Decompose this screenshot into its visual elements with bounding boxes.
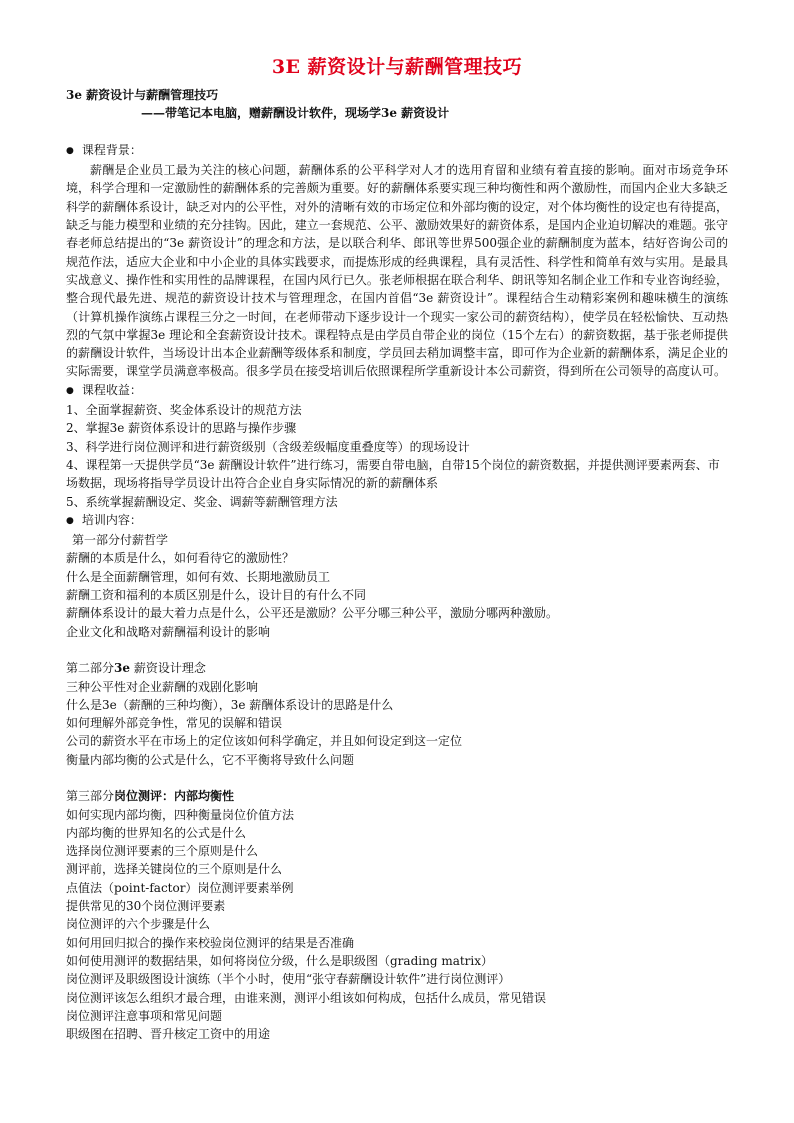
part3-line: 岗位测评及职级图设计演练（半个小时，使用“张守春薪酬设计软件”进行岗位测评） (66, 972, 511, 987)
background-heading (66, 141, 728, 161)
part1-line: 什么是全面薪酬管理，如何有效、长期地激励员工 (66, 569, 331, 584)
document-title: 3E 薪资设计与薪酬管理技巧 (271, 56, 523, 78)
part2-line: 什么是3e（薪酬的三种均衡），3e 薪酬体系设计的思路是什么 (66, 697, 394, 712)
benefit-item: 3、科学进行岗位测评和进行薪资级别（含级差级幅度重叠度等）的现场设计 (66, 439, 470, 454)
part1-line: 薪酬体系设计的最大着力点是什么，公平还是激励？公平分哪三种公平，激励分哪两种激励。 (66, 606, 559, 621)
part3-line: 内部均衡的世界知名的公式是什么 (66, 825, 247, 840)
part3-line: 岗位测评的六个步骤是什么 (66, 917, 211, 932)
part2-title-pre: 第二部分 (66, 661, 115, 676)
part3-line: 如何用回归拟合的操作来校验岗位测评的结果是否准确 (66, 935, 355, 950)
part3-title-pre: 第三部分 (66, 789, 115, 804)
part1-title: 第一部分付薪哲学 (72, 533, 169, 548)
part1-line: 薪酬的本质是什么，如何看待它的激励性？ (66, 551, 295, 566)
part1-line: 薪酬工资和福利的本质区别是什么，设计目的有什么不同 (66, 588, 367, 603)
part3-line: 选择岗位测评要素的三个原则是什么 (66, 844, 259, 859)
background-paragraph: 薪酬是企业员工最为关注的核心问题，薪酬体系的公平科学对人才的选用育留和业绩有着直接的影响。面对市场竞争环境，科学合理和一定激励性的薪酬体系的完善颇为重要。好的薪酬体系要实现三种均衡性和两个激励性，而国内企业大多缺乏科学的薪酬体系设计，缺乏对内的公平性，对外的清晰有效的市场定位和外部均衡的设定，对个体均衡性的设定也有待提高，缺乏与能力模型和业绩的充分挂钩。因此，建立一套规范、公平、激励效果好的薪资体系，是国内企业迫切解决的难题。张守春老师总结提出的“3e 薪资设计”的理念和方法，是以联合利华、郎讯等世界500强企业的薪酬制度为蓝本，结好咨询公司的规范作法，适应大企业和中小企业的具体实践要求，而提炼形成的经典课程，具有灵活性、科学性和简单有效与实用。是最具实战意义、操作性和实用性的品牌课程，在国内风行已久。张老师根据在联合利华、朗讯等知名制企业工作和专业咨询经验，整合现代最先进、规范的薪资设计技术与管理理念，在国内首倡“3e 薪资设计”。课程结合生动精彩案例和趣味横生的演练（计算机操作演练占课程三分之一时间，在老师带动下逐步设计一个现实一家公司的薪资结构），使学员在轻松愉快、互动热烈的气氛中掌握3e 理论和全套薪资设计技术。课程特点是由学员自带企业的岗位（15个左右）的薪资数据，基于张老师提供的薪酬设计软件，当场设计出本企业薪酬等级体系和制度，学员回去稍加调整丰富，即可作为企业新的薪酬体系，满足企业的实际需要，课堂学员满意率极高。很多学员在接受培训后依照课程所学重新设计本公司薪资，得到所在公司领导的高度认可。 (66, 163, 728, 379)
document-body (66, 86, 728, 1043)
background-heading-text: 课程背景： (81, 142, 142, 157)
benefit-item: 4、课程第一天提供学员“3e 薪酬设计软件”进行练习，需要自带电脑，自带15个岗位的薪资数据，并提供测评要素两套、市场数据，现场将指导学员设计出符合企业自身实际情况的新的薪酬体系 (66, 457, 720, 491)
part3-title (66, 787, 728, 805)
part3-line: 岗位测评该怎么组织才最合理，由谁来测，测评小组该如何构成，包括什么成员，常见错误 (66, 990, 547, 1005)
part3-line: 测评前，选择关键岗位的三个原则是什么 (66, 862, 283, 877)
part2-title-bold: 3e (114, 661, 130, 676)
subtitle-line-1: 3e 薪资设计与薪酬管理技巧 (66, 88, 219, 102)
benefit-item: 5、系统掌握薪酬设定、奖金、调薪等薪酬管理方法 (66, 494, 338, 509)
training-heading (66, 511, 728, 531)
benefits-heading (66, 381, 728, 401)
part3-line: 提供常见的30个岗位测评要素 (66, 899, 226, 914)
part2-line: 三种公平性对企业薪酬的戏剧化影响 (66, 679, 259, 694)
part2-title (66, 659, 728, 677)
part2-line: 公司的薪资水平在市场上的定位该如何科学确定，并且如何设定到这一定位 (66, 734, 463, 749)
part2-line: 如何理解外部竞争性，常见的误解和错误 (66, 716, 283, 731)
part3-line: 如何使用测评的数据结果，如何将岗位分级，什么是职级图（grading matrix） (66, 953, 494, 968)
spacer (66, 123, 728, 141)
part2-line: 衡量内部均衡的公式是什么，它不平衡将导致什么问题 (66, 752, 355, 767)
benefit-item: 2、掌握3e 薪资体系设计的思路与操作步骤 (66, 421, 297, 436)
part3-title-bold: 岗位测评：内部均衡性 (114, 789, 235, 804)
part3-line: 如何实现内部均衡，四种衡量岗位价值方法 (66, 807, 295, 822)
part2-title-post: 薪资设计理念 (130, 661, 206, 676)
part1-line: 企业文化和战略对薪酬福利设计的影响 (66, 624, 271, 639)
benefit-item: 1、全面掌握薪资、奖金体系设计的规范方法 (66, 403, 302, 418)
part3-line: 点值法（point-factor）岗位测评要素举例 (66, 880, 294, 895)
training-heading-text: 培训内容： (81, 512, 142, 527)
spacer (66, 769, 728, 787)
benefits-heading-text: 课程收益： (81, 382, 142, 397)
part3-line: 职级图在招聘、晋升核定工资中的用途 (66, 1027, 271, 1042)
subtitle-line-2: ——带笔记本电脑，赠薪酬设计软件，现场学3e 薪资设计 (141, 106, 450, 121)
spacer (66, 641, 728, 659)
part3-line: 岗位测评注意事项和常见问题 (66, 1008, 223, 1023)
